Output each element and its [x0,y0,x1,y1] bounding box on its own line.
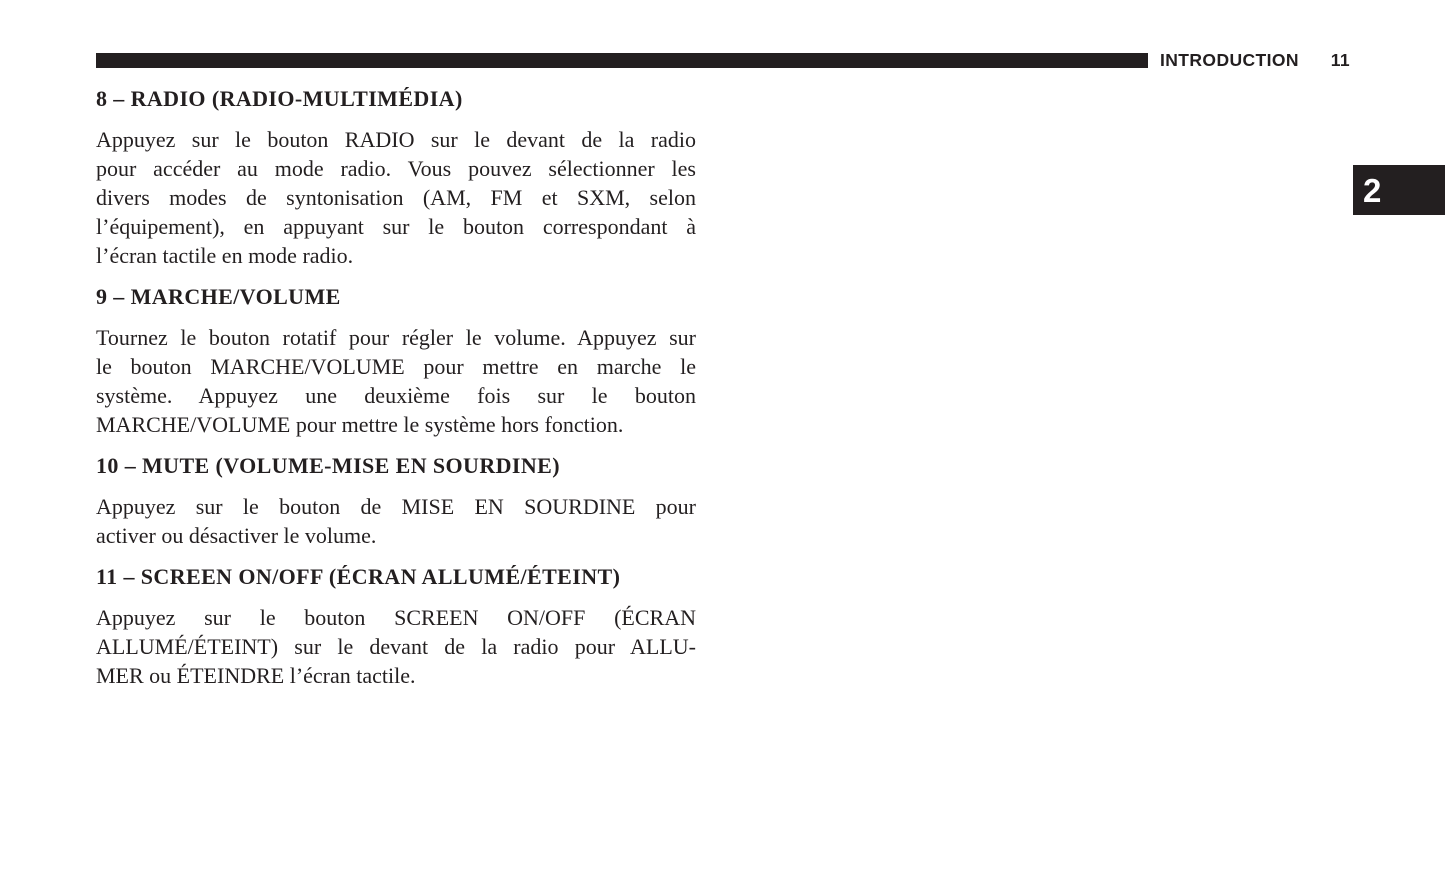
page-number: 11 [1330,50,1350,70]
section-heading: 11 – SCREEN ON/OFF (ÉCRAN ALLUMÉ/ÉTEINT) [96,564,621,589]
section-heading: 9 – MARCHE/VOLUME [96,284,341,309]
paragraph-line: Tournez le bouton rotatif pour régler le volume. Appuyez sur [96,325,696,350]
header-rule [96,53,1148,68]
paragraph-line: divers modes de syntonisation (AM, FM et SXM, selon [96,185,696,210]
running-head [1160,51,1350,70]
section-heading: 8 – RADIO (RADIO-MULTIMÉDIA) [96,86,463,111]
paragraph-line: ALLUMÉ/ÉTEINT) sur le devant de la radio pour ALLU- [96,634,696,659]
chapter-tab [1353,165,1445,215]
paragraph-line: l’équipement), en appuyant sur le bouton correspondant à [96,214,696,239]
paragraph [96,492,696,550]
paragraph-line: le bouton MARCHE/VOLUME pour mettre en marche le [96,354,696,379]
paragraph-line: Appuyez sur le bouton RADIO sur le devant de la radio [96,127,696,152]
paragraph-line: Appuyez sur le bouton de MISE EN SOURDINE pour [96,494,696,519]
paragraph-line: système. Appuyez une deuxième fois sur le bouton [96,383,696,408]
paragraph-line: Appuyez sur le bouton SCREEN ON/OFF (ÉCRAN [96,605,696,630]
paragraph [96,603,696,690]
running-head-title: INTRODUCTION [1160,50,1299,70]
paragraph [96,323,696,439]
sections-container [96,84,696,690]
paragraph-line: l’écran tactile en mode radio. [96,243,354,268]
paragraph-line: pour accéder au mode radio. Vous pouvez sélectionner les [96,156,696,181]
content-column [96,84,696,690]
paragraph-line: activer ou désactiver le volume. [96,523,377,548]
chapter-tab-number: 2 [1363,171,1382,209]
paragraph-line: MARCHE/VOLUME pour mettre le système hors fonction. [96,412,624,437]
paragraph [96,125,696,270]
paragraph-line: MER ou ÉTEINDRE l’écran tactile. [96,663,416,688]
section-heading: 10 – MUTE (VOLUME-MISE EN SOURDINE) [96,453,560,478]
